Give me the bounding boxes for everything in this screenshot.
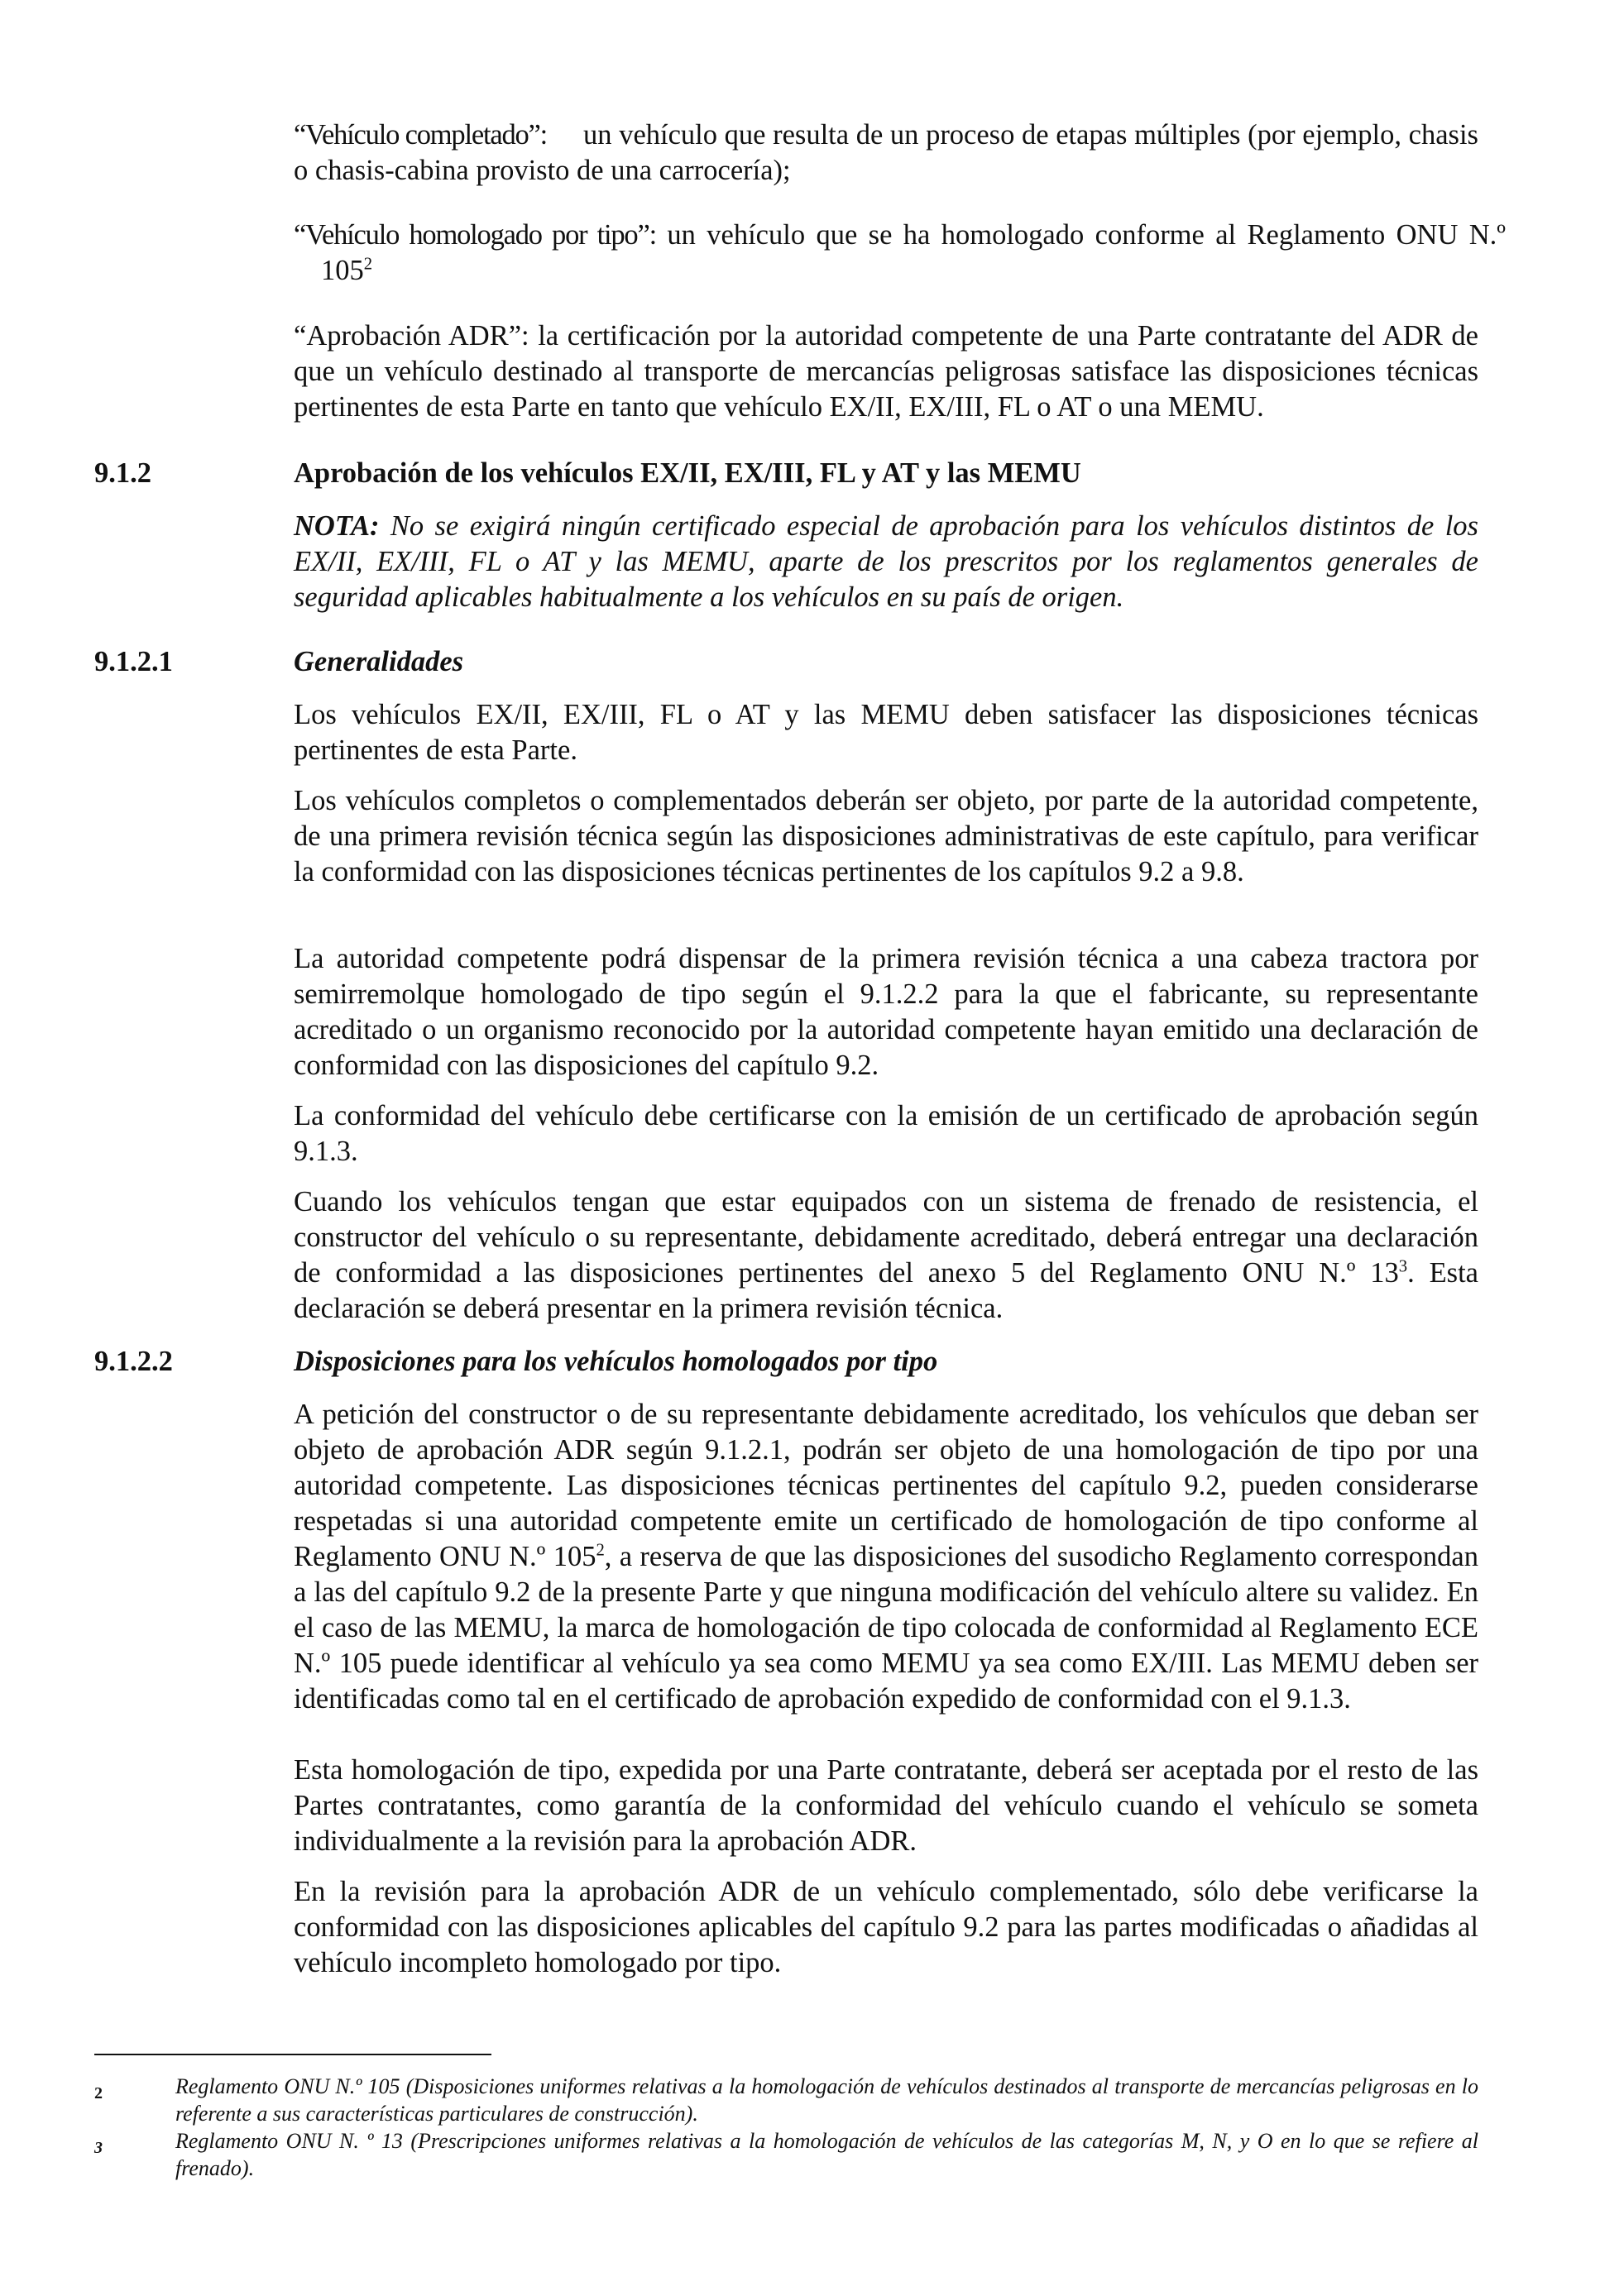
paragraph: Los vehículos EX/II, EX/III, FL o AT y las MEMU deben satisfacer las disposiciones técnicas pertinentes de esta Parte.: [294, 699, 1478, 766]
definition-text: un vehículo que resulta de un proceso de etapas múltiples (por ejemplo, chasis o chasis-cabina provisto de una carrocería);: [294, 119, 1478, 186]
paragraph: Esta homologación de tipo, expedida por una Parte contratante, deberá ser aceptada por el resto de las Partes contratantes, como garantía de la conformidad del vehículo cuando el vehículo se someta individualmente a la revisión para la aprobación ADR.: [294, 1754, 1478, 1857]
section-note: [294, 509, 1478, 615]
paragraph: Cuando los vehículos tengan que estar equipados con un sistema de frenado de resistencia, el constructor del vehículo o su representante, debidamente acreditado, deberá entregar una declaración de conformidad a las disposiciones pertinentes del anexo 5 del Reglamento ONU N.º $13^3$. Esta declaración se deberá presentar en la primera revisión técnica.: [294, 1186, 1478, 1324]
footnote-ref[interactable]: 2: [363, 255, 373, 274]
paragraph: La autoridad competente podrá dispensar de la primera revisión técnica a una cabeza tractora por semirremolque homologado de tipo según el 9.1.2.2 para la que el fabricante, su representante acreditado o un organismo reconocido por la autoridad competente hayan emitido una declaración de conformidad con las disposiciones del capítulo 9.2.: [294, 943, 1478, 1081]
paragraph: La conformidad del vehículo debe certificarse con la emisión de un certificado de aprobación según 9.1.3.: [294, 1100, 1478, 1167]
footnote-ref[interactable]: 3: [1398, 1257, 1408, 1276]
section-number: 9.1.2.1: [94, 646, 173, 677]
section-number: 9.1.2: [94, 457, 151, 489]
definition-homologado: [294, 218, 1506, 289]
paragraph: A petición del constructor o de su representante debidamente acreditado, los vehículos que deban ser objeto de aprobación ADR según 9.1.2.1, podrán ser objeto de una homologación de tipo por una autoridad competente. Las disposiciones técnicas pertinentes del capítulo 9.2, pueden considerarse respetadas si una autoridad competente emite un certificado de homologación de tipo conforme al Reglamento ONU N.º $105^2$, a reserva de que las disposiciones del susodicho Reglamento correspondan a las del capítulo 9.2 de la presente Parte y que ninguna modificación del vehículo altere su validez. En el caso de las MEMU, la marca de homologación de tipo colocada de conformidad al Reglamento ECE N.º 105 puede identificar al vehículo ya sea como MEMU ya sea como EX/III. Las MEMU deben ser identificadas como tal en el certificado de aprobación expedido de conformidad con el 9.1.3.: [294, 1399, 1478, 1715]
paragraph: En la revisión para la aprobación ADR de un vehículo complementado, sólo debe verificarse la conformidad con las disposiciones aplicables del capítulo 9.2 para las partes modificadas o añadidas al vehículo incompleto homologado por tipo.: [294, 1876, 1478, 1978]
definition-text: la certificación por la autoridad competente de una Parte contratante del ADR de que un vehículo destinado al transporte de mercancías peligrosas satisface las disposiciones técnicas pertinentes de esta Parte en tanto que vehículo EX/II, EX/III, FL o AT o una MEMU.: [294, 320, 1478, 423]
footnote-text: Reglamento ONU N. º 13 (Prescripciones uniformes relativas a la homologación de vehículos de las categorías M, N, y O en lo que se refiere al frenado).: [175, 2129, 1478, 2180]
footnote-mark: 2: [94, 2084, 103, 2102]
definition-term: “Vehículo homologado por tipo”:: [294, 219, 656, 251]
footnote-mark: 3: [94, 2139, 103, 2157]
definition-adr: [294, 318, 1478, 425]
section-title: Disposiciones para los vehículos homologados por tipo: [294, 1346, 938, 1377]
section-title: Generalidades: [294, 646, 464, 677]
paragraph: Los vehículos completos o complementados deberán ser objeto, por parte de la autoridad competente, de una primera revisión técnica según las disposiciones administrativas de este capítulo, para verificar la conformidad con las disposiciones técnicas pertinentes de los capítulos 9.2 a 9.8.: [294, 785, 1478, 887]
footnote-ref[interactable]: 2: [596, 1541, 605, 1560]
footnote-divider: [94, 2054, 491, 2055]
note-text: No se exigirá ningún certificado especial de aprobación para los vehículos distintos de los EX/II, EX/III, FL o AT y las MEMU, aparte de los prescritos por los reglamentos generales de seguridad aplicables habitualmente a los vehículos en su país de origen.: [294, 510, 1478, 613]
definition-term: “Vehículo completado”:: [294, 119, 548, 151]
section-title: Aprobación de los vehículos EX/II, EX/III, FL y AT y las MEMU: [294, 457, 1081, 489]
footnote-text: Reglamento ONU N.º 105 (Disposiciones uniformes relativas a la homologación de vehículos destinados al transporte de mercancías peligrosas en lo referente a sus características particulares de construcción).: [175, 2074, 1478, 2126]
section-number: 9.1.2.2: [94, 1346, 173, 1377]
definition-completado: [294, 117, 1478, 189]
definition-term: “Aprobación ADR”:: [294, 320, 529, 352]
note-label: NOTA:: [294, 510, 380, 542]
definition-text: un vehículo que se ha homologado conforme al Reglamento ONU N.º 105: [321, 219, 1506, 286]
